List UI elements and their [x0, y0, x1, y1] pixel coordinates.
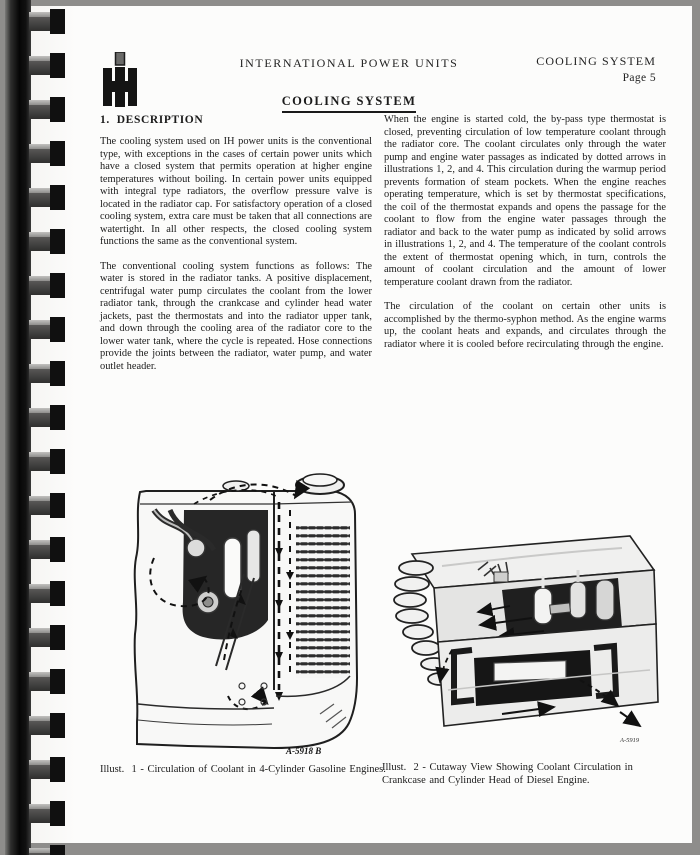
figure-1-plate-label: A-5918 B [286, 746, 322, 756]
section-heading: 1. DESCRIPTION [100, 114, 204, 126]
paragraph: The cooling system used on IH power units is the conventional type, with exceptions in the cases of certain power units which have a closed system that permits operation at higher engine temperatures without boiling. In certain power units equipped with integral type radiators, the overflow pressure valve is located in the radiator cap. For satisfactory operation of a closed cooling system, extra care must be taken that all connections are watertight. In all other respects, the closed cooling system functions the same as the conventional system. [100, 136, 372, 247]
page-title: COOLING SYSTEM [184, 92, 514, 113]
paragraph: The conventional cooling system functions as follows: The water is stored in the radiator tanks. A positive displacement, centrifugal water pump circulates the coolant from the lower radiator tank, through the crankcase and cylinder head water jackets, past the thermostats and into the radiator upper tank, and down through the cooling area of the radiator core to the lower water tank, where the cycle is repeated. Hose connections provide the joints between the radiator, water pump, and water outlet header. [100, 260, 372, 372]
figure-2-plate-label: A-5919 [620, 737, 640, 744]
figure-2-caption: Illust. 2 - Cutaway View Showing Coolant Circulation in Crankcase and Cylinder Head of Diesel Engine. [382, 762, 633, 786]
illustration-1-gasoline-engine-cutaway [124, 452, 364, 758]
running-header: INTERNATIONAL POWER UNITS [239, 56, 459, 70]
left-column [100, 114, 372, 373]
right-column [384, 114, 666, 373]
figure-1-caption: Illust. 1 - Circulation of Coolant in 4-Cylinder Gasoline Engines. [100, 764, 386, 775]
paragraph: When the engine is started cold, the by-pass type thermostat is closed, preventing circulation of low temperature coolant through the radiator core. The coolant circulates only through the water pump and engine water passages as indicated by dotted arrows in illustrations 1, 2, and 4. This circulation during the warmup period prevents formation of steam pockets. When the engine reaches operating temperature, which is set by thermostat specifications, the coil of the thermostat expands and opens the passage for the coolant to flow from the engine water passages through the radiator and back to the water pump as indicated by solid arrows in illustrations 1, 2, and 4. The temperature of the coolant controls the extent of thermostat opening which, in turn, controls the amount of coolant circulation and the amount of lower temperature coolant drawn from the radiator. [384, 114, 666, 288]
paper-page [6, 6, 692, 843]
illustration-2-diesel-engine-cutaway [382, 530, 668, 754]
page-number: Page 5 [622, 72, 656, 84]
corner-header [536, 54, 656, 84]
paragraph: The circulation of the coolant on certain other units is accomplished by the thermo-syphon method. As the engine warms up, the coolant heats and expands, and circulates through the radiator where it is cooled before recirculating through the engine. [384, 301, 666, 350]
ih-logo-icon [102, 52, 138, 108]
text-columns [100, 114, 666, 373]
corner-header-section: COOLING SYSTEM [536, 54, 656, 68]
